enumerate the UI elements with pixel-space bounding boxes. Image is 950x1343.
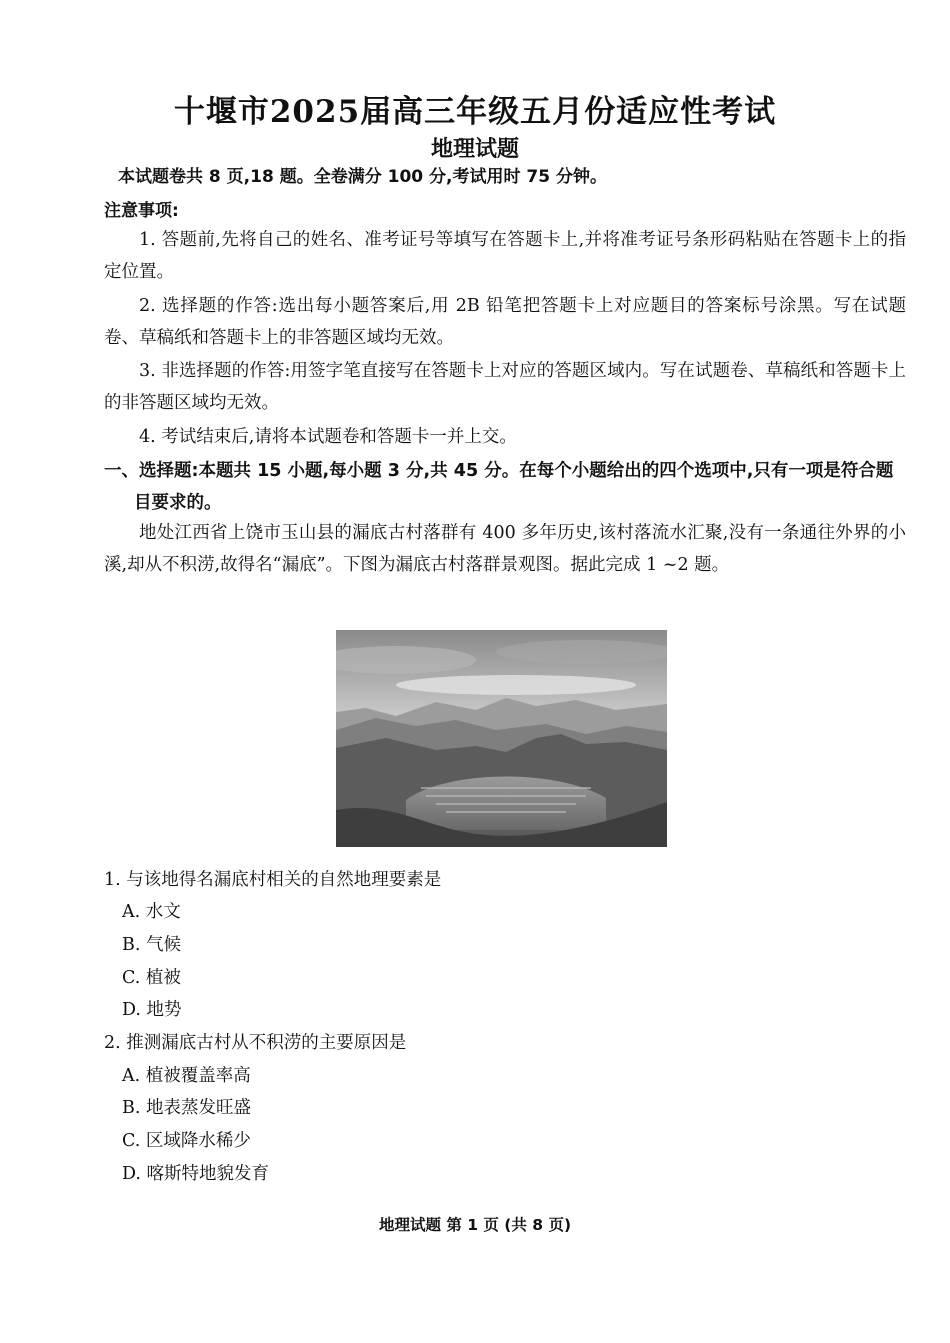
- notice-item-2: 2. 选择题的作答:选出每小题答案后,用 2B 铅笔把答题卡上对应题目的答案标号涂黑。写在试题卷、草稿纸和答题卡上的非答题区域均无效。: [104, 296, 906, 348]
- question-1-stem: 1. 与该地得名漏底村相关的自然地理要素是: [104, 870, 442, 890]
- notice-item-3: 3. 非选择题的作答:用签字笔直接写在答题卡上对应的答题区域内。写在试题卷、草稿纸和答题卡上的非答题区域均无效。: [104, 361, 906, 413]
- question-2-stem: 2. 推测漏底古村从不积涝的主要原因是: [104, 1033, 407, 1053]
- exam-subject: 地理试题: [430, 137, 519, 162]
- notice-item-4: 4. 考试结束后,请将本试题卷和答题卡一并上交。: [139, 427, 517, 447]
- question-1-option-a: A. 水文: [122, 902, 181, 922]
- exam-info: 本试题卷共 8 页,18 题。全卷满分 100 分,考试用时 75 分钟。: [118, 167, 607, 187]
- section-heading: 一、选择题:本题共 15 小题,每小题 3 分,共 45 分。在每个小题给出的四个选项中,只有一项是符合题目要求的。: [104, 461, 894, 513]
- exam-title: 十堰市2025届高三年级五月份适应性考试: [173, 94, 777, 130]
- page-footer: 地理试题 第 1 页 (共 8 页): [378, 1216, 572, 1234]
- passage-text: 地处江西省上饶市玉山县的漏底古村落群有 400 多年历史,该村落流水汇聚,没有一条通往外界的小溪,却从不积涝,故得名“漏底”。下图为漏底古村落群景观图。据此完成 1 ~2 题。: [104, 523, 906, 575]
- question-2-option-b: B. 地表蒸发旺盛: [122, 1098, 251, 1118]
- notice-heading: 注意事项:: [104, 201, 179, 221]
- question-1-option-d: D. 地势: [122, 1000, 182, 1020]
- question-1-option-c: C. 植被: [122, 968, 181, 988]
- question-2-option-a: A. 植被覆盖率高: [122, 1066, 251, 1086]
- question-2-option-d: D. 喀斯特地貌发育: [122, 1164, 270, 1184]
- question-1-option-b: B. 气候: [122, 935, 181, 955]
- landscape-illustration: [336, 630, 667, 847]
- village-landscape-photo: [336, 630, 667, 847]
- question-2-option-c: C. 区域降水稀少: [122, 1131, 251, 1151]
- notice-item-1: 1. 答题前,先将自己的姓名、准考证号等填写在答题卡上,并将准考证号条形码粘贴在答题卡上的指定位置。: [104, 230, 906, 282]
